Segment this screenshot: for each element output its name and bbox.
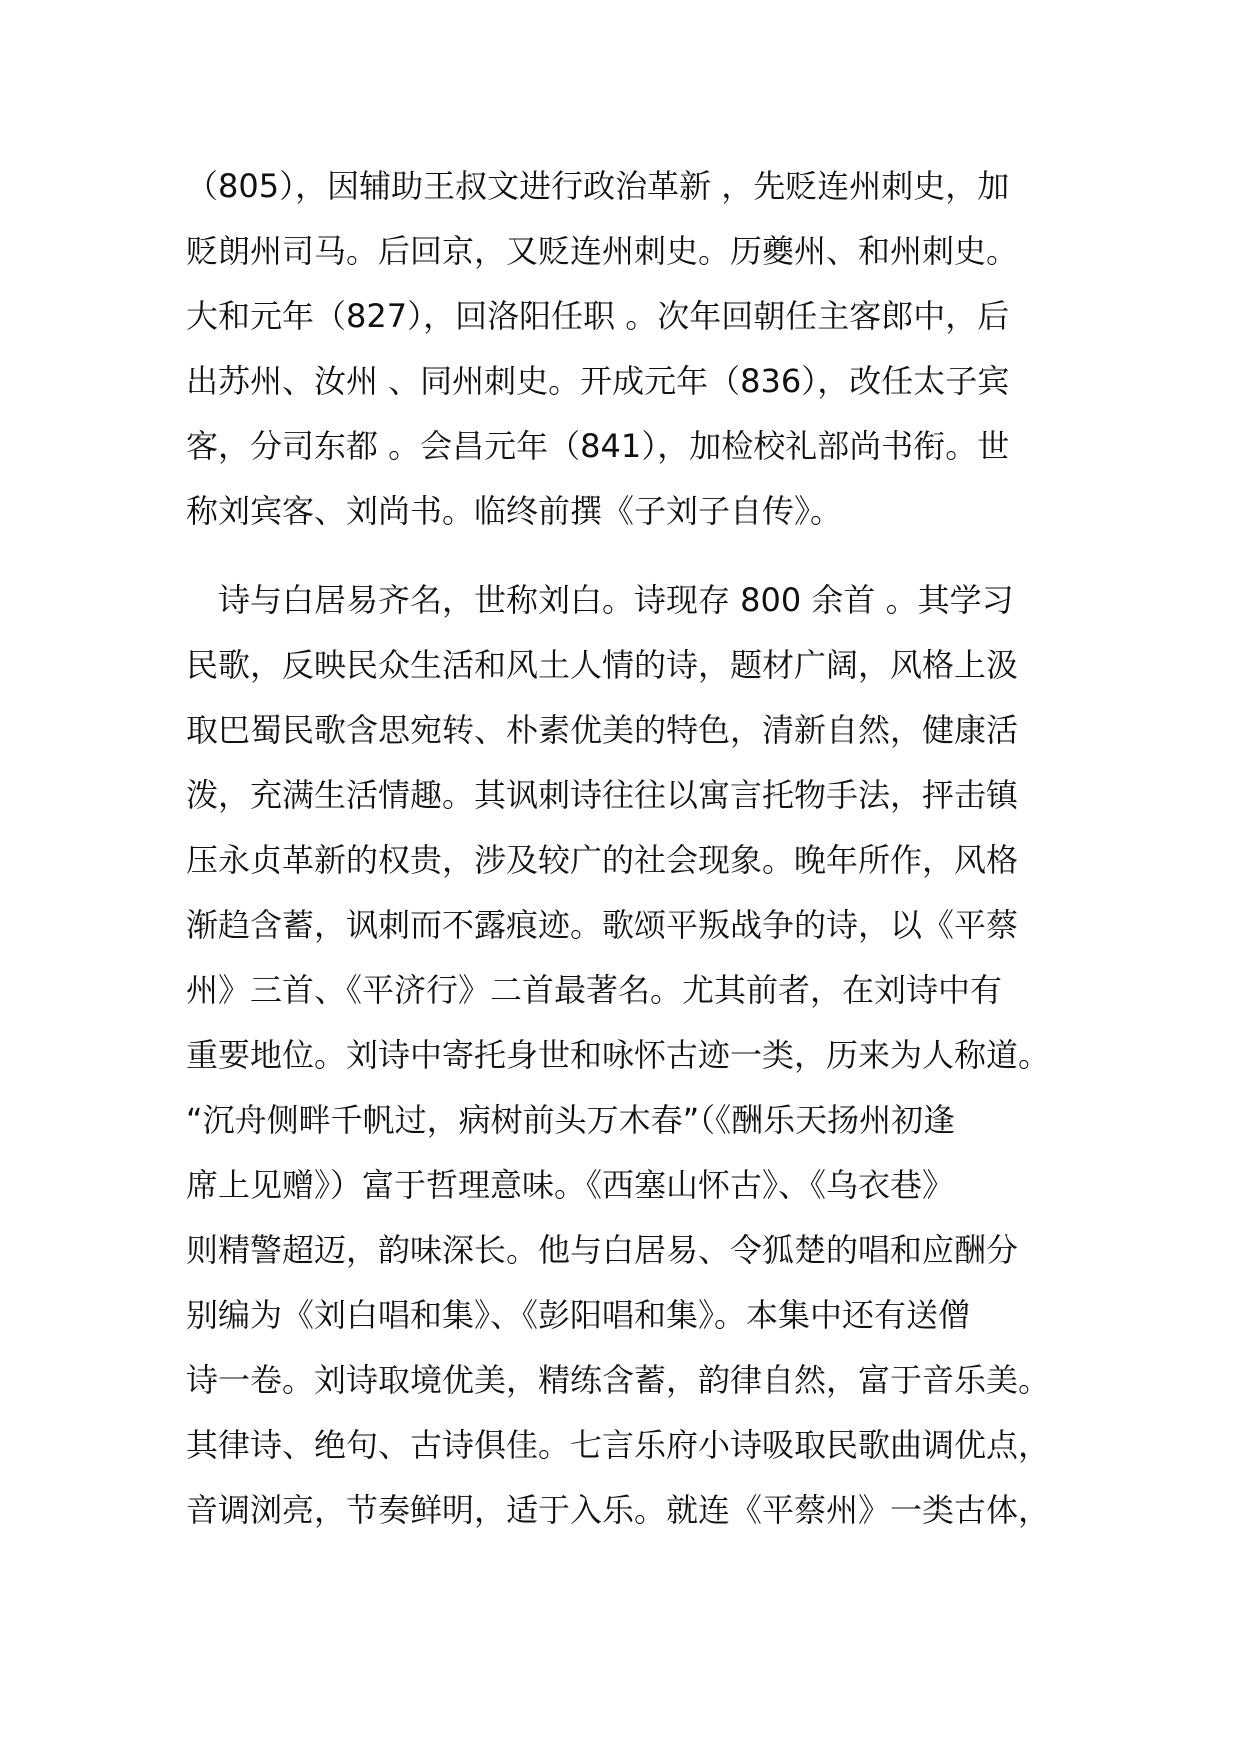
text-line: 诗一卷。刘诗取境优美，精练含蓄，韵律自然，富于音乐美。 [186, 1361, 1051, 1399]
text-line: “沉舟侧畔千帆过，病树前头万木春”（《酬乐天扬州初逢 [186, 1101, 956, 1139]
text-line: 民歌，反映民众生活和风土人情的诗，题材广阔，风格上汲 [186, 646, 1019, 684]
text-line: 音调浏亮，节奏鲜明，适于入乐。就连《平蔡州》一类古体， [186, 1491, 1051, 1529]
text-line: 贬朗州司马。后回京，又贬连州刺史。历夔州、和州刺史。 [186, 232, 1019, 270]
text-line: （805），因辅助王叔文进行政治革新 ，先贬连州刺史，加 [186, 167, 1010, 205]
text-line: 取巴蜀民歌含思宛转、朴素优美的特色，清新自然，健康活 [186, 711, 1019, 749]
text-line: 诗与白居易齐名，世称刘白。诗现存 800 余首 。其学习 [186, 581, 1014, 619]
text-line: 其律诗、绝句、古诗俱佳。七言乐府小诗吸取民歌曲调优点， [186, 1426, 1051, 1464]
text-line: 别编为《刘白唱和集》、《彭阳唱和集》。本集中还有送僧 [186, 1296, 971, 1334]
text-line: 出苏州、汝州 、同州刺史。开成元年（836），改任太子宾 [186, 362, 1010, 400]
text-line: 州》三首、《平济行》二首最著名。尤其前者，在刘诗中有 [186, 971, 1003, 1009]
text-line: 席上见赠》）富于哲理意味。《西塞山怀古》、《乌衣巷》 [186, 1166, 955, 1204]
text-line: 客，分司东都 。会昌元年（841），加检校礼部尚书衔。世 [186, 427, 1010, 465]
paragraph-poetry [186, 568, 1066, 1543]
text-line: 则精警超迈，韵味深长。他与白居易、令狐楚的唱和应酬分 [186, 1231, 1019, 1269]
paragraph-biography [186, 154, 1066, 544]
text-line: 重要地位。刘诗中寄托身世和咏怀古迹一类，历来为人称道。 [186, 1036, 1051, 1074]
text-line: 称刘宾客、刘尚书。临终前撰《子刘子自传》。 [186, 492, 843, 530]
text-line: 泼，充满生活情趣。其讽刺诗往往以寓言托物手法，抨击镇 [186, 776, 1019, 814]
text-line: 渐趋含蓄，讽刺而不露痕迹。歌颂平叛战争的诗，以《平蔡 [186, 906, 1019, 944]
text-line: 压永贞革新的权贵，涉及较广的社会现象。晚年所作，风格 [186, 841, 1019, 879]
text-line: 大和元年（827），回洛阳任职 。次年回朝任主客郎中，后 [186, 297, 1010, 335]
